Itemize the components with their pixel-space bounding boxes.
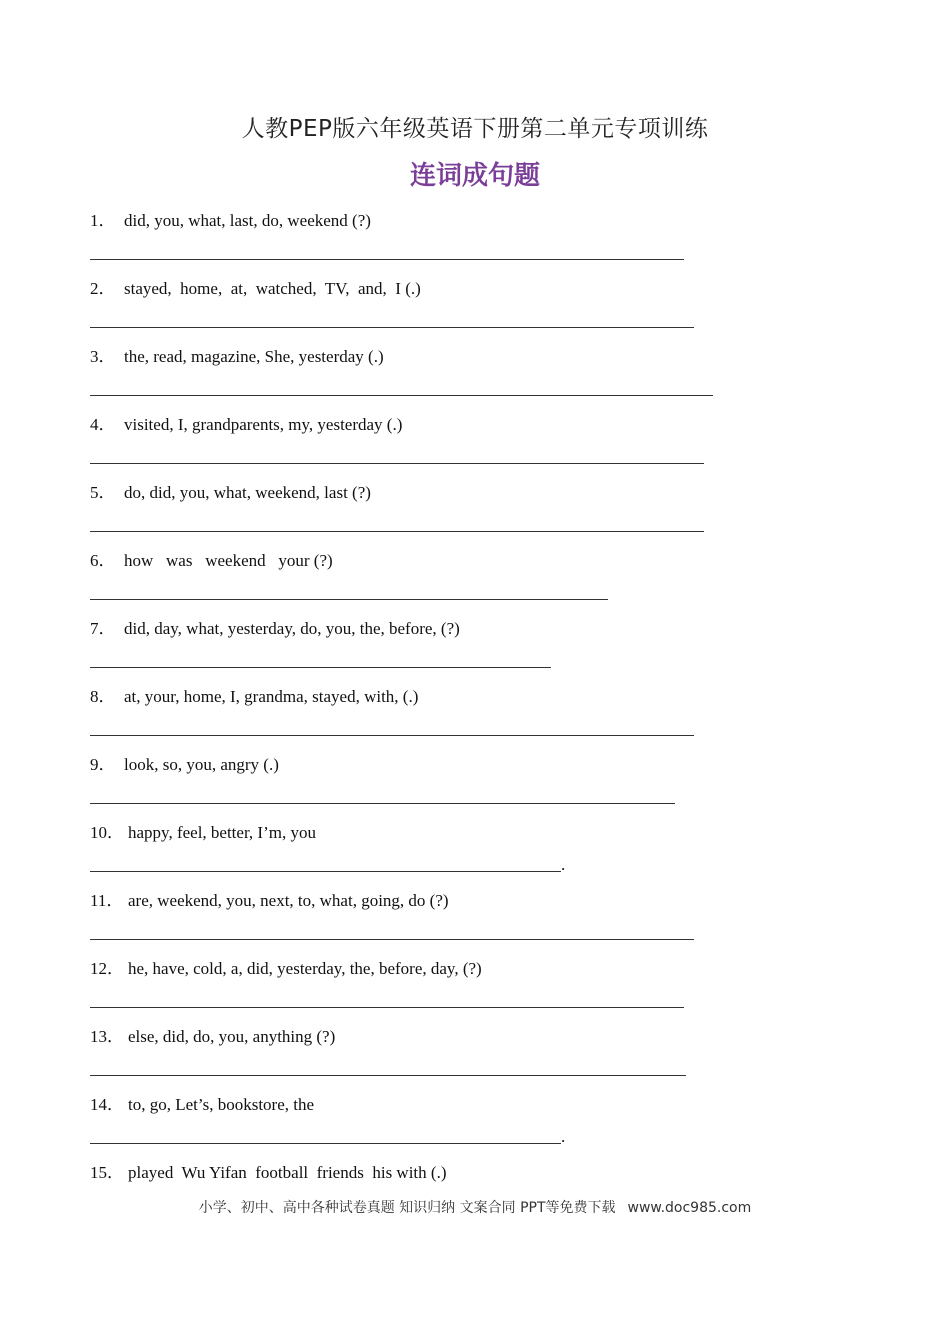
answer-line-12[interactable] xyxy=(90,1007,684,1008)
footer-link[interactable]: www.doc985.com xyxy=(627,1200,752,1216)
question-1 xyxy=(90,206,371,231)
question-text: visited, I, grandparents, my, yesterday (.) xyxy=(124,415,403,434)
question-7 xyxy=(90,614,460,639)
answer-line-2[interactable] xyxy=(90,327,694,328)
question-text: the, read, magazine, She, yesterday (.) xyxy=(124,347,384,366)
question-text: played Wu Yifan football friends his with (.) xyxy=(128,1163,447,1182)
answer-line-5[interactable] xyxy=(90,531,704,532)
question-text: did, you, what, last, do, weekend (?) xyxy=(124,211,371,230)
question-number: 13． xyxy=(90,1027,124,1046)
question-9 xyxy=(90,750,279,775)
answer-line-6[interactable] xyxy=(90,599,608,600)
question-text: do, did, you, what, weekend, last (?) xyxy=(124,483,371,502)
answer-line-8[interactable] xyxy=(90,735,694,736)
question-number: 7． xyxy=(90,619,116,638)
answer-line-4[interactable] xyxy=(90,463,704,464)
answer-period-10: . xyxy=(561,855,566,874)
answer-line-3[interactable] xyxy=(90,395,713,396)
footer-text: 小学、初中、高中各种试卷真题 知识归纳 文案合同 PPT等免费下载 xyxy=(198,1200,616,1216)
answer-line-1[interactable] xyxy=(90,259,684,260)
question-15 xyxy=(90,1158,446,1183)
question-text: else, did, do, you, anything (?) xyxy=(128,1027,336,1046)
question-text: look, so, you, angry (.) xyxy=(124,755,279,774)
question-11 xyxy=(90,886,449,911)
question-number: 4． xyxy=(90,415,116,434)
question-text: he, have, cold, a, did, yesterday, the, before, day, (?) xyxy=(128,959,482,978)
question-text: how was weekend your (?) xyxy=(124,551,333,570)
question-2 xyxy=(90,274,421,299)
question-number: 14． xyxy=(90,1095,124,1114)
answer-line-13[interactable] xyxy=(90,1075,686,1076)
question-number: 9． xyxy=(90,755,116,774)
question-text: at, your, home, I, grandma, stayed, with, (.) xyxy=(124,687,419,706)
question-12 xyxy=(90,954,482,979)
question-number: 11． xyxy=(90,891,124,910)
answer-line-14[interactable] xyxy=(90,1143,561,1144)
question-number: 1． xyxy=(90,211,116,230)
answer-line-10[interactable] xyxy=(90,871,561,872)
question-number: 8． xyxy=(90,687,116,706)
question-number: 12． xyxy=(90,959,124,978)
page-footer xyxy=(0,1197,950,1217)
answer-line-7[interactable] xyxy=(90,667,551,668)
question-5 xyxy=(90,478,371,503)
question-text: stayed, home, at, watched, TV, and, I (.) xyxy=(124,279,421,298)
question-6 xyxy=(90,546,333,571)
answer-line-9[interactable] xyxy=(90,803,675,804)
section-subtitle: 连词成句题 xyxy=(409,161,540,191)
question-4 xyxy=(90,410,402,435)
answer-line-11[interactable] xyxy=(90,939,694,940)
answer-period-14: . xyxy=(561,1127,566,1146)
question-number: 6． xyxy=(90,551,116,570)
question-text: did, day, what, yesterday, do, you, the, before, (?) xyxy=(124,619,460,638)
question-text: to, go, Let’s, bookstore, the xyxy=(128,1095,315,1114)
question-13 xyxy=(90,1022,335,1047)
question-number: 2． xyxy=(90,279,116,298)
question-number: 10． xyxy=(90,823,124,842)
page-title: 人教PEP版六年级英语下册第二单元专项训练 xyxy=(241,116,709,142)
question-number: 3． xyxy=(90,347,116,366)
question-number: 5． xyxy=(90,483,116,502)
question-text: happy, feel, better, I’m, you xyxy=(128,823,316,842)
question-text: are, weekend, you, next, to, what, going, do (?) xyxy=(128,891,449,910)
question-8 xyxy=(90,682,418,707)
question-14 xyxy=(90,1090,314,1115)
question-10 xyxy=(90,818,316,843)
question-3 xyxy=(90,342,384,367)
question-number: 15． xyxy=(90,1163,124,1182)
